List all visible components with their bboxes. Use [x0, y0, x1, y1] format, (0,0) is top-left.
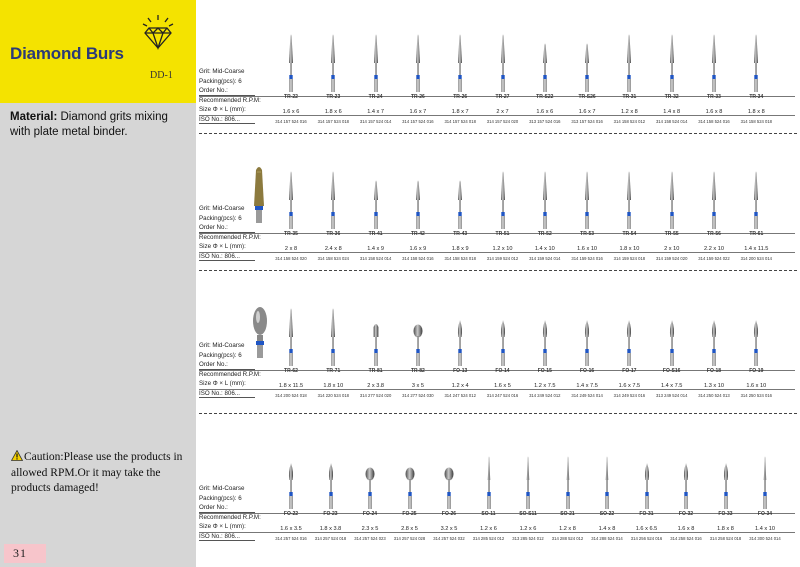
bur-size: 1.6 x 3.5 [280, 525, 302, 532]
spec-label-packing: Packing(pcs): 6 [199, 351, 242, 359]
bur-size: 1.2 x 8 [620, 108, 638, 115]
bur-code: TR-51 [495, 231, 510, 237]
bur-size: 1.6 x 6.5 [635, 525, 658, 532]
bur-code: TR-33 [707, 94, 721, 100]
spec-label-order: Order No.: [199, 86, 255, 96]
bur-size: 1.3 x 10 [704, 382, 724, 389]
bur-iso: 314 159 524 016 [571, 255, 603, 261]
title-banner [0, 0, 196, 103]
bur-iso: 314 257 524 028 [393, 535, 426, 541]
bur-iso: 314 257 524 016 [275, 535, 307, 541]
bur-code: SO-22 [599, 511, 615, 517]
bur-code: TR-31 [622, 94, 637, 100]
spec-label-size: Size Φ × L (mm): [199, 243, 246, 250]
bur-image [539, 307, 551, 367]
bur-iso: 314 200 524 014 [740, 255, 773, 261]
bur-size: 1.4 x 9 [367, 245, 384, 252]
bur-iso: 314 285 524 012 [472, 535, 505, 541]
bur-code: FO-16 [580, 368, 595, 374]
bur-code: TR-56 [707, 231, 721, 237]
spec-label-packing: Packing(pcs): 6 [199, 494, 242, 502]
bur-iso: 314 158 524 012 [613, 118, 646, 124]
bur-image [412, 170, 424, 230]
bur-code: FO-32 [678, 511, 694, 517]
bur-image [708, 307, 720, 367]
bur-iso: 314 159 524 012 [486, 255, 519, 261]
bur-image [623, 170, 635, 230]
bur-image [759, 450, 771, 510]
material-description [10, 110, 190, 140]
bur-image [750, 33, 762, 93]
bur-size: 1.4 x 8 [598, 525, 616, 532]
spec-label-iso: ISO No.: 806... [199, 115, 255, 125]
bur-size: 1.8 x 6 [324, 108, 342, 115]
bur-image [285, 450, 297, 510]
bur-size: 3.2 x 5 [440, 525, 458, 532]
bur-iso: 314 157 524 016 [275, 118, 307, 124]
bur-code: TR-S26 [578, 94, 596, 100]
material-label: Material: [10, 111, 58, 123]
bur-iso: 314 250 524 016 [740, 392, 773, 398]
bur-image [454, 170, 466, 230]
bur-iso: 314 257 524 018 [314, 535, 347, 541]
bur-size: 2 x 10 [664, 245, 680, 252]
bur-image [497, 307, 509, 367]
bur-iso: 313 249 524 014 [655, 392, 688, 398]
bur-iso: 314 256 524 016 [630, 535, 663, 541]
bur-size: 1.4 x 10 [755, 525, 775, 532]
bur-size: 2.3 x 5 [361, 525, 379, 532]
bur-code: SO-11 [481, 511, 496, 517]
bur-code: TR-23 [326, 94, 341, 100]
bur-section [199, 5, 797, 135]
bur-code: FO-34 [757, 511, 773, 517]
bur-size: 2.2 x 10 [704, 245, 724, 252]
section-divider [199, 270, 797, 271]
bur-size: 1.6 x 10 [746, 382, 767, 389]
bur-code: TR-53 [580, 231, 595, 237]
bur-code: FO-26 [441, 511, 457, 517]
bur-size: 1.6 x 7 [409, 108, 427, 115]
bur-image [370, 170, 382, 230]
taper-bur-closeup-image [252, 164, 266, 229]
bur-size: 1.6 x 6 [536, 108, 554, 115]
bur-iso: 314 157 524 018 [444, 118, 476, 124]
bur-iso: 313 157 524 016 [529, 118, 561, 124]
bur-code: FO-15 [537, 368, 552, 374]
material-text: Diamond grits mixing with plate metal binder. [10, 111, 168, 138]
rule-line [199, 252, 795, 253]
bur-iso: 314 257 524 032 [433, 535, 465, 541]
bur-code: FO-17 [622, 368, 637, 374]
caution-text: :Please use the products in allowed RPM.Or it may take the products damaged! [11, 451, 183, 494]
bur-iso: 314 158 524 020 [275, 255, 307, 261]
bur-image [522, 450, 534, 510]
bur-size: 1.8 x 11.5 [278, 382, 304, 389]
bur-iso: 314 159 524 018 [613, 255, 646, 261]
bur-image [666, 170, 678, 230]
spec-label-rpm: Recommended R.P.M: [199, 233, 261, 241]
bur-image [680, 450, 692, 510]
bur-code: TR-27 [495, 94, 510, 100]
bur-iso: 314 249 524 012 [529, 392, 561, 398]
bur-code: FO-14 [495, 368, 510, 374]
bur-image [285, 33, 297, 93]
bur-code: TR-61 [749, 231, 764, 237]
egg-bur-closeup-image [252, 303, 268, 364]
spec-label-size: Size Φ × L (mm): [199, 106, 246, 113]
bur-code: TR-26 [453, 94, 468, 100]
bur-iso: 314 158 524 016 [402, 255, 434, 261]
spec-label-size: Size Φ × L (mm): [199, 523, 246, 530]
bur-iso: 314 258 524 016 [670, 535, 702, 541]
bur-iso: 313 157 524 016 [571, 118, 603, 124]
diamond-icon [140, 14, 176, 50]
bur-size: 1.4 x 10 [534, 245, 555, 252]
warning-icon [11, 450, 23, 461]
bur-section [199, 422, 797, 552]
bur-section [199, 142, 797, 272]
bur-code: TR-82 [410, 368, 425, 374]
bur-code: FO-18 [706, 368, 722, 374]
bur-code: FO-19 [749, 368, 764, 374]
bur-size: 1.4 x 7.5 [660, 382, 683, 389]
bur-image [404, 450, 416, 510]
bur-size: 2.8 x 5 [401, 525, 418, 532]
bur-iso: 314 158 524 016 [698, 118, 730, 124]
bur-code: FO-22 [283, 511, 299, 517]
bur-iso: 314 258 524 018 [709, 535, 742, 541]
bur-code: SO-S11 [519, 511, 537, 517]
bur-image [581, 33, 593, 93]
bur-size: 1.2 x 8 [559, 525, 576, 532]
bur-size: 1.8 x 8 [747, 108, 765, 115]
bur-size: 1.8 x 10 [619, 245, 640, 252]
bur-image [370, 307, 382, 367]
bur-code: TR-62 [284, 368, 298, 374]
bur-size: 1.4 x 7.5 [576, 382, 598, 389]
bur-image [708, 33, 720, 93]
bur-iso: 314 200 524 018 [275, 392, 307, 398]
bur-image [370, 33, 382, 93]
bur-image [641, 450, 653, 510]
bur-image [708, 170, 720, 230]
bur-code: FO-S16 [662, 368, 681, 374]
page-title: Diamond Burs [10, 44, 124, 63]
bur-size: 1.4 x 8 [663, 108, 681, 115]
bur-iso: 314 159 524 020 [655, 255, 688, 261]
bur-image [454, 33, 466, 93]
bur-image [750, 307, 762, 367]
section-divider [199, 133, 797, 134]
bur-image [720, 450, 732, 510]
bur-iso: 314 157 524 018 [317, 118, 350, 124]
bur-image [750, 170, 762, 230]
bur-code: TR-43 [453, 231, 468, 237]
bur-size: 2 x 8 [284, 245, 298, 252]
bur-image [539, 33, 551, 93]
bur-iso: 314 249 524 016 [613, 392, 646, 398]
bur-size: 2 x 3.8 [367, 382, 384, 389]
spec-label-rpm: Recommended R.P.M: [199, 96, 261, 104]
bur-image [364, 450, 376, 510]
bur-iso: 314 249 524 014 [571, 392, 603, 398]
bur-image [325, 450, 337, 510]
bur-iso: 314 157 524 014 [359, 118, 392, 124]
spec-label-rpm: Recommended R.P.M: [199, 370, 261, 378]
bur-iso: 314 158 524 014 [359, 255, 392, 261]
bur-size: 2 x 7 [496, 108, 509, 115]
bur-size: 1.8 x 8 [717, 525, 734, 532]
bur-iso: 314 288 524 012 [551, 535, 584, 541]
bur-iso: 314 247 524 012 [444, 392, 476, 398]
bur-size: 1.8 x 7 [451, 108, 469, 115]
bur-image [285, 170, 297, 230]
spec-label-iso: ISO No.: 806... [199, 389, 255, 399]
bur-iso: 314 158 524 018 [740, 118, 773, 124]
bur-image [581, 170, 593, 230]
bur-size: 1.6 x 10 [577, 245, 598, 252]
bur-iso: 314 157 524 016 [402, 118, 434, 124]
bur-code: TR-24 [368, 94, 383, 100]
bur-code: FO-23 [323, 511, 338, 517]
bur-iso: 314 158 524 024 [317, 255, 350, 261]
bur-image [666, 33, 678, 93]
left-panel [0, 0, 196, 567]
bur-code: FO-24 [362, 511, 378, 517]
bur-size: 1.8 x 3.8 [319, 525, 342, 532]
spec-label-grit: Grit: Mid-Coarse [199, 68, 245, 75]
caution-label: Caution [24, 451, 61, 463]
bur-iso: 314 277 524 020 [359, 392, 392, 398]
bur-size: 1.4 x 7 [367, 108, 384, 115]
bur-code: TR-52 [537, 231, 552, 237]
bur-iso: 314 158 524 018 [444, 255, 476, 261]
bur-iso: 314 159 524 022 [698, 255, 730, 261]
bur-size: 1.2 x 4 [451, 382, 469, 389]
bur-code: TR-32 [664, 94, 679, 100]
bur-section [199, 279, 797, 409]
bur-code: TR-34 [749, 94, 764, 100]
spec-label-rpm: Recommended R.P.M: [199, 513, 261, 521]
bur-image [483, 450, 495, 510]
bur-iso: 314 257 524 023 [354, 535, 386, 541]
spec-label-order: Order No.: [199, 503, 255, 513]
bur-image [412, 33, 424, 93]
bur-code: TR-81 [368, 368, 383, 374]
spec-label-grit: Grit: Mid-Coarse [199, 342, 245, 349]
bur-iso: 314 250 524 013 [698, 392, 730, 398]
bur-image [497, 170, 509, 230]
bur-code: TR-71 [326, 368, 341, 374]
bur-image [623, 33, 635, 93]
bur-size: 2.4 x 8 [324, 245, 342, 252]
bur-code: FO-13 [453, 368, 468, 374]
rule-line [199, 532, 795, 533]
bur-iso: 313 285 524 012 [512, 535, 544, 541]
bur-size: 1.6 x 5 [494, 382, 511, 389]
bur-code: TR-41 [368, 231, 383, 237]
bur-image [666, 307, 678, 367]
bur-size: 1.2 x 6 [519, 525, 537, 532]
bur-code: TR-S22 [536, 94, 554, 100]
bur-iso: 314 159 524 014 [529, 255, 561, 261]
spec-label-order: Order No.: [199, 360, 255, 370]
bur-size: 3 x 5 [411, 382, 424, 389]
bur-code: TR-22 [284, 94, 298, 100]
spec-label-iso: ISO No.: 806... [199, 532, 255, 542]
spec-label-packing: Packing(pcs): 6 [199, 214, 242, 222]
bur-iso: 314 158 524 014 [655, 118, 688, 124]
bur-iso: 314 247 524 016 [486, 392, 519, 398]
bur-code: FO-33 [718, 511, 733, 517]
bur-size: 1.8 x 10 [323, 382, 344, 389]
bur-size: 1.6 x 7.5 [618, 382, 641, 389]
bur-size: 1.6 x 6 [282, 108, 300, 115]
bur-image [539, 170, 551, 230]
bur-size: 1.6 x 7 [578, 108, 596, 115]
spec-label-packing: Packing(pcs): 6 [199, 77, 242, 85]
bur-image [327, 33, 339, 93]
bur-image [327, 170, 339, 230]
bur-code: TR-26 [410, 94, 425, 100]
bur-image [443, 450, 455, 510]
bur-code: TR-54 [622, 231, 637, 237]
bur-code: SO-21 [560, 511, 575, 517]
bur-image [327, 307, 339, 367]
spec-label-size: Size Φ × L (mm): [199, 380, 246, 387]
rule-line [199, 389, 795, 390]
bur-image [581, 307, 593, 367]
bur-iso: 314 288 524 014 [591, 535, 623, 541]
section-divider [199, 413, 797, 414]
bur-code: TR-42 [410, 231, 425, 237]
spec-label-order: Order No.: [199, 223, 255, 233]
bur-code: TR-35 [284, 231, 298, 237]
bur-size: 1.6 x 8 [705, 108, 723, 115]
bur-size: 1.6 x 9 [409, 245, 427, 252]
bur-image [285, 307, 297, 367]
bur-size: 1.2 x 6 [480, 525, 497, 532]
catalog-code: DD-1 [150, 70, 173, 81]
bur-code: FO-25 [402, 511, 417, 517]
caution-note [11, 450, 191, 497]
bur-code: FO-31 [639, 511, 654, 517]
bur-image [623, 307, 635, 367]
bur-iso: 314 277 524 030 [402, 392, 434, 398]
bur-size: 1.8 x 9 [451, 245, 469, 252]
bur-size: 1.2 x 10 [492, 245, 513, 252]
bur-image [454, 307, 466, 367]
spec-label-iso: ISO No.: 806... [199, 252, 255, 262]
bur-size: 1.2 x 7.5 [534, 382, 556, 389]
rule-line [199, 115, 795, 116]
bur-iso: 314 157 524 020 [486, 118, 519, 124]
bur-image [497, 33, 509, 93]
spec-label-grit: Grit: Mid-Coarse [199, 205, 245, 212]
bur-size: 1.4 x 11.5 [744, 245, 769, 252]
bur-image [601, 450, 613, 510]
page-number: 31 [4, 544, 46, 563]
bur-image [562, 450, 574, 510]
bur-image [412, 307, 424, 367]
bur-iso: 314 300 524 014 [749, 535, 781, 541]
bur-code: TR-55 [664, 231, 679, 237]
bur-size: 1.6 x 8 [677, 525, 695, 532]
bur-iso: 314 220 524 018 [317, 392, 350, 398]
bur-code: TR-36 [326, 231, 341, 237]
spec-label-grit: Grit: Mid-Coarse [199, 485, 245, 492]
